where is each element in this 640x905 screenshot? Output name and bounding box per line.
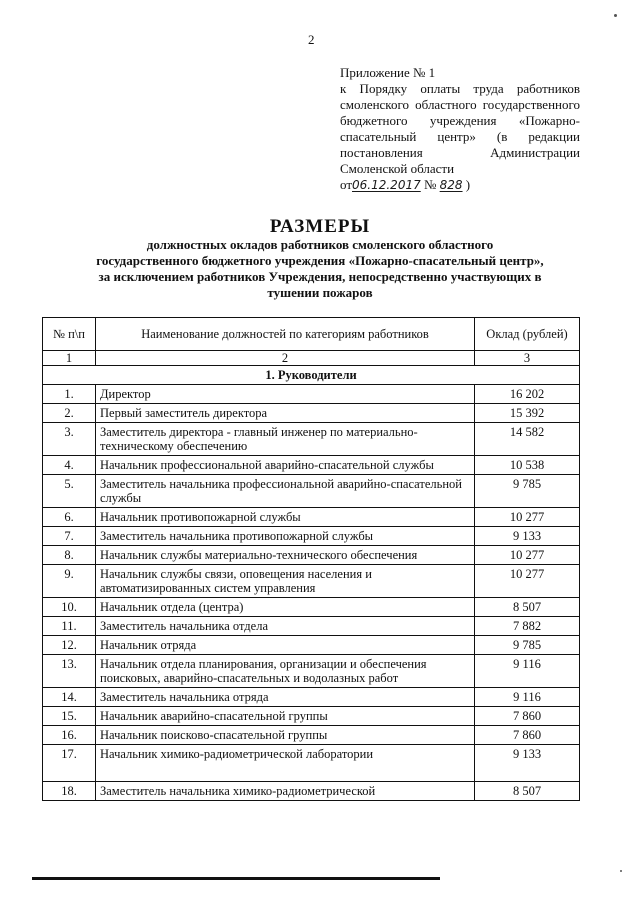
table-row [43,745,580,782]
row-position-name: Заместитель начальника профессиональной аварийно-спасательной службы [96,475,475,508]
header-number: № п\п [43,318,96,351]
row-salary: 9 133 [475,527,580,546]
row-number: 2. [43,404,96,423]
table-header-row [43,318,580,351]
table-row [43,456,580,475]
row-number: 8. [43,546,96,565]
row-number: 12. [43,636,96,655]
table-row [43,546,580,565]
scan-speck [614,14,617,17]
row-position-name: Заместитель начальника противопожарной службы [96,527,475,546]
header-position-name: Наименование должностей по категориям работников [96,318,475,351]
row-position-name: Начальник отряда [96,636,475,655]
row-position-name: Начальник химико-радиометрической лаборатории [96,745,475,782]
page-number: 2 [308,32,315,47]
header-salary: Оклад (рублей) [475,318,580,351]
table-row [43,617,580,636]
row-number: 4. [43,456,96,475]
table-row [43,655,580,688]
row-salary: 9 133 [475,745,580,782]
row-number: 16. [43,726,96,745]
row-salary: 10 277 [475,565,580,598]
row-salary: 9 116 [475,655,580,688]
row-number: 7. [43,527,96,546]
document-title: РАЗМЕРЫ [269,216,371,237]
row-number: 5. [43,475,96,508]
row-salary: 7 860 [475,707,580,726]
row-position-name: Начальник отдела планирования, организации и обеспечения поисковых, аварийно-спасательных и водолазных работ [96,655,475,688]
column-number-row [43,351,580,366]
table-row [43,385,580,404]
table-row [43,598,580,617]
row-position-name: Начальник службы материально-технического обеспечения [96,546,475,565]
table-row [43,527,580,546]
row-number: 10. [43,598,96,617]
row-salary: 7 882 [475,617,580,636]
row-position-name: Начальник службы связи, оповещения населения и автоматизированных систем управления [96,565,475,598]
appendix-body: к Порядку оплаты труда работников смоленского областного государственного бюджетного учреждения «Пожарно-спасательный центр» (в редакции постановления Администрации Смоленской области [340,81,580,176]
row-position-name: Начальник отдела (центра) [96,598,475,617]
column-number: 2 [96,351,475,366]
row-salary: 16 202 [475,385,580,404]
handwritten-number: 828 [439,178,463,192]
table-row [43,782,580,801]
number-prefix: № [420,177,440,192]
table-row [43,688,580,707]
row-salary: 15 392 [475,404,580,423]
table-row [43,636,580,655]
row-number: 14. [43,688,96,707]
handwritten-date: 06.12.2017 [352,178,421,192]
row-salary: 10 277 [475,546,580,565]
row-number: 18. [43,782,96,801]
table-row [43,423,580,456]
table-row [43,726,580,745]
row-position-name: Начальник поисково-спасательной группы [96,726,475,745]
row-number: 6. [43,508,96,527]
row-salary: 9 785 [475,475,580,508]
row-number: 9. [43,565,96,598]
row-number: 17. [43,745,96,782]
table-row [43,404,580,423]
column-number: 1 [43,351,96,366]
row-salary: 9 785 [475,636,580,655]
date-prefix: от [340,177,353,192]
row-number: 15. [43,707,96,726]
row-position-name: Заместитель начальника отряда [96,688,475,707]
row-number: 13. [43,655,96,688]
row-position-name: Заместитель начальника отдела [96,617,475,636]
row-salary: 7 860 [475,726,580,745]
row-position-name: Заместитель директора - главный инженер по материально-техническому обеспечению [96,423,475,456]
row-position-name: Первый заместитель директора [96,404,475,423]
row-position-name: Директор [96,385,475,404]
closing-paren: ) [462,177,471,192]
section-heading: 1. Руководители [43,366,580,385]
section-row [43,366,580,385]
row-number: 3. [43,423,96,456]
row-salary: 9 116 [475,688,580,707]
row-salary: 8 507 [475,782,580,801]
scan-edge-line [32,877,440,880]
row-salary: 14 582 [475,423,580,456]
row-salary: 10 277 [475,508,580,527]
appendix-heading: Приложение № 1 [340,65,436,80]
row-number: 1. [43,385,96,404]
table-row [43,707,580,726]
appendix-block [340,65,580,193]
document-subtitle: должностных окладов работников смоленского областного государственного бюджетного учреждения «Пожарно-спасательный центр», за исключением работников Учреждения, непосредственно участвующих в тушении пожаров [96,237,544,300]
row-position-name: Начальник профессиональной аварийно-спасательной службы [96,456,475,475]
row-position-name: Заместитель начальника химико-радиометрической [96,782,475,801]
row-position-name: Начальник аварийно-спасательной группы [96,707,475,726]
table-row [43,508,580,527]
column-number: 3 [475,351,580,366]
row-salary: 10 538 [475,456,580,475]
table-row [43,475,580,508]
row-number: 11. [43,617,96,636]
row-position-name: Начальник противопожарной службы [96,508,475,527]
row-salary: 8 507 [475,598,580,617]
scan-speck [620,870,622,872]
salary-table [42,317,580,801]
appendix-signature-line [340,177,580,193]
table-row [43,565,580,598]
